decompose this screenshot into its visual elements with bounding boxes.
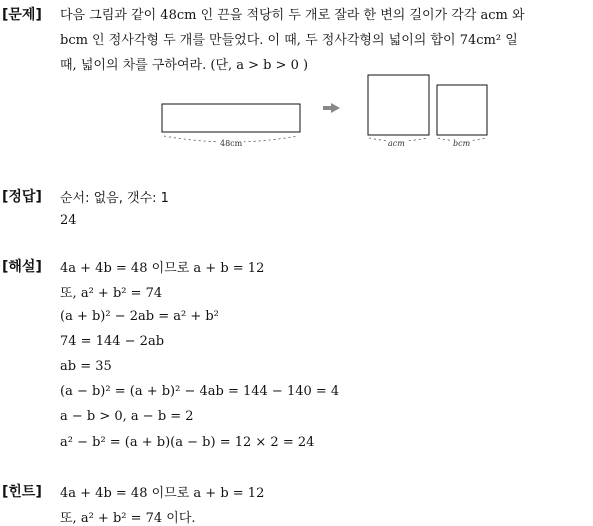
square-b-side-label: bcm xyxy=(453,139,471,148)
problem-line-3: 때, 넓이의 차를 구하여라. (단, a > b > 0 ) xyxy=(60,58,309,73)
problem-label: [문제] xyxy=(2,7,42,23)
hint-line: 4a + 4b = 48 이므로 a + b = 12 xyxy=(60,486,265,501)
answer-value: 24 xyxy=(60,213,77,228)
answer-line-1: 순서: 없음, 갯수: 1 xyxy=(60,191,169,206)
hint-label: [힌트] xyxy=(2,484,42,500)
rope-length-label: 48cm xyxy=(220,139,243,148)
square-a xyxy=(368,75,429,135)
problem-line-2: bcm 인 정사각형 두 개를 만들었다. 이 때, 두 정사각형의 넓이의 합이 74cm² 일 xyxy=(60,33,518,48)
square-a-side-label: acm xyxy=(388,139,405,148)
solution-line: 또, a² + b² = 74 xyxy=(60,286,163,301)
solution-line: a² − b² = (a + b)(a − b) = 12 × 2 = 24 xyxy=(60,435,315,450)
solution-line: 4a + 4b = 48 이므로 a + b = 12 xyxy=(60,261,265,276)
solution-line: (a − b)² = (a + b)² − 4ab = 144 − 140 = 4 xyxy=(60,384,340,399)
rope-rectangle xyxy=(162,104,300,132)
problem-figure xyxy=(150,70,510,150)
solution-line: 74 = 144 − 2ab xyxy=(60,334,165,349)
solution-label: [해설] xyxy=(2,259,42,275)
right-arrow-icon xyxy=(323,103,340,113)
solution-line: (a + b)² − 2ab = a² + b² xyxy=(60,309,219,324)
square-b xyxy=(437,85,487,135)
answer-label: [정답] xyxy=(2,189,42,205)
solution-line: ab = 35 xyxy=(60,359,112,374)
problem-line-1: 다음 그림과 같이 48cm 인 끈을 적당히 두 개로 잘라 한 변의 길이가 각각 acm 와 xyxy=(60,8,525,23)
solution-line: a − b > 0, a − b = 2 xyxy=(60,409,194,424)
hint-line: 또, a² + b² = 74 이다. xyxy=(60,511,196,526)
